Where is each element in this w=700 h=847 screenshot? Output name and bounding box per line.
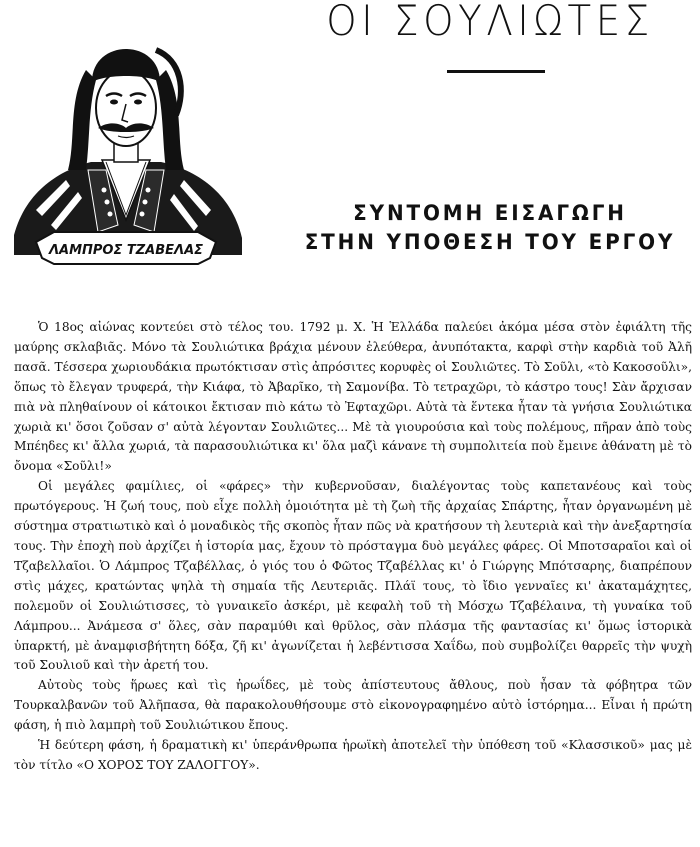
title-underline [447,70,545,73]
portrait-illustration [6,20,246,270]
portrait-caption: ΛΑΜΠΡΟΣ ΤΖΑΒΕΛΑΣ [48,243,204,258]
article-body [14,318,692,776]
paragraph-2: Οἱ μεγάλες φαμίλιες, οἱ «φάρες» τὴν κυβερνοῦσαν, διαλέγοντας τοὺς καπετανέους καὶ τοὺς πρωτόγερους. Ἡ ζωή τους, ποὺ εἶχε πολλὴ ὁμοιότητα μὲ τὴ ζωὴ τῆς ἀρχαίας Σπάρτης, ἦταν ὀργανωμένη μὲ σύστημα στρατιωτικὸ καὶ ὁ μοναδικὸς τῆς σκοπὸς ἦταν πῶς νὰ κρατήσουν τὴ λευτεριὰ καὶ τὴν ἀνεξαρτησία τους. Τὴν ἐποχὴ ποὺ ἀρχίζει ἡ ἱστορία μας, ἔχουν τὸ πρόσταγμα δυὸ μεγάλες φάρες. Οἱ Μποτσαραῖοι καὶ οἱ Τζαβελλαῖοι. Ὁ Λάμπρος Τζαβέλλας, ὁ γιός του ὁ Φῶτος Τζαβέλλας κι' ὁ Γιώργης Μπότσαρης, διαπρέπουν στὶς μάχες, κρατώντας ψηλὰ τὴ σημαία τῆς Λευτεριᾶς. Πλάϊ τους, τὸ ἴδιο γενναῖες κι' ἀκαταμάχητες, πολεμοῦν οἱ Σουλιώτισσες, τὸ γυναικεῖο ἀσκέρι, μὲ κεφαλὴ τοῦ τὴ Μόσχω Τζαβέλαινα, τὴ γυναίκα τοῦ Λάμπρου... Ἀνάμεσα σ' ὅλες, σὰν παραμύθι καὶ θρῦλος, σὰν πλάσμα τῆς φαντασίας κι' ὅμως ἱστορικὰ ὑπαρκτή, μὲ ἀναμφισβήτητη δόξα, ζῆ κι' ἀγωνίζεται ἡ λεβέντισσα Χαΐδω, ποὺ συμβολίζει θαρρεῖς τὴν ψυχὴ τοῦ Σουλιοῦ καὶ τὴν ἀρετή του. [14,479,692,673]
paragraph-3: Αὐτοὺς τοὺς ἥρωες καὶ τὶς ἡρωΐδες, μὲ τοὺς ἀπίστευτους ἄθλους, ποὺ ἦσαν τὰ φόβητρα τῶν Τουρκαλβανῶν τοῦ Ἀλῆπασα, θὰ παρακολουθήσουμε στὸ εἰκονογραφημένο αὐτὸ ἱστόρημα... Εἶναι ἡ πρώτη φάση, ἡ πιὸ λαμπρὴ τοῦ Σουλιώτικου ἔπους. [14,678,692,733]
paragraph-4: Ἡ δεύτερη φάση, ἡ δραματικὴ κι' ὑπεράνθρωπα ἡρωϊκὴ ἀποτελεῖ τὴν ὑπόθεση τοῦ «Κλασσικοῦ» μας μὲ τὸν τίτλο «Ο ΧΟΡΟΣ ΤΟΥ ΖΑΛΟΓΓΟΥ». [14,738,692,772]
subtitle-line-2: ΣΤΗΝ ΥΠΟΘΕΣΗ ΤΟΥ ΕΡΓΟΥ [304,230,676,254]
subtitle-line-1: ΣΥΝΤΟΜΗ ΕΙΣΑΓΩΓΗ [353,201,627,225]
page-title: ΟΙ ΣΟΥΛΙΩΤΕΣ [326,0,654,45]
paragraph-1: Ὁ 18ος αἰώνας κοντεύει στὸ τέλος του. 1792 μ. Χ. Ἡ Ἑλλάδα παλεύει ἀκόμα μέσα στὸν ἐφιάλτη τῆς μαύρης σκλαβιᾶς. Μόνο τὰ Σουλιώτικα βράχια μένουν ἐλεύθερα, ἀνυπότακτα, καρφὶ στὴν καρδιὰ τοῦ Ἀλῆ πασᾶ. Τέσσερα χωριουδάκια πρωτόκτισαν στὶς ἀπρόσιτες κορυφὲς οἱ Σουλιῶτες. Τὸ Σοῦλι, «τὸ Κακοσοῦλι», ὅπως τὸ ἔλεγαν τρυφερά, τὴν Κιάφα, τὸ Ἀβαρῖκο, τὴ Σαμονίβα. Τὸ τετραχῶρι, τὸ κάστρο τους! Σὰν ἄρχισαν πιὰ νὰ πληθαίνουν οἱ κάτοικοι ἔκτισαν πιὸ κάτω τὸ Ἐφταχῶρι. Αὐτὰ τὰ ἕντεκα ἦταν τὰ γνήσια Σουλιώτικα χωριὰ κι' ὅσοι ζοῦσαν σ' αὐτὰ λέγονταν Σουλιῶτες... Μὲ τὰ γιουρούσια καὶ τοὺς πολέμους, πῆραν ἀπὸ τοὺς Μπέηδες κι' ἄλλα χωριά, τὰ παρασουλιώτικα κι' ὅλα μαζὶ κάνανε τὴ συμπολιτεία ποὺ ἔμεινε ἀθάνατη μὲ τὸ ὄνομα «Σοῦλι!» [14,320,692,474]
